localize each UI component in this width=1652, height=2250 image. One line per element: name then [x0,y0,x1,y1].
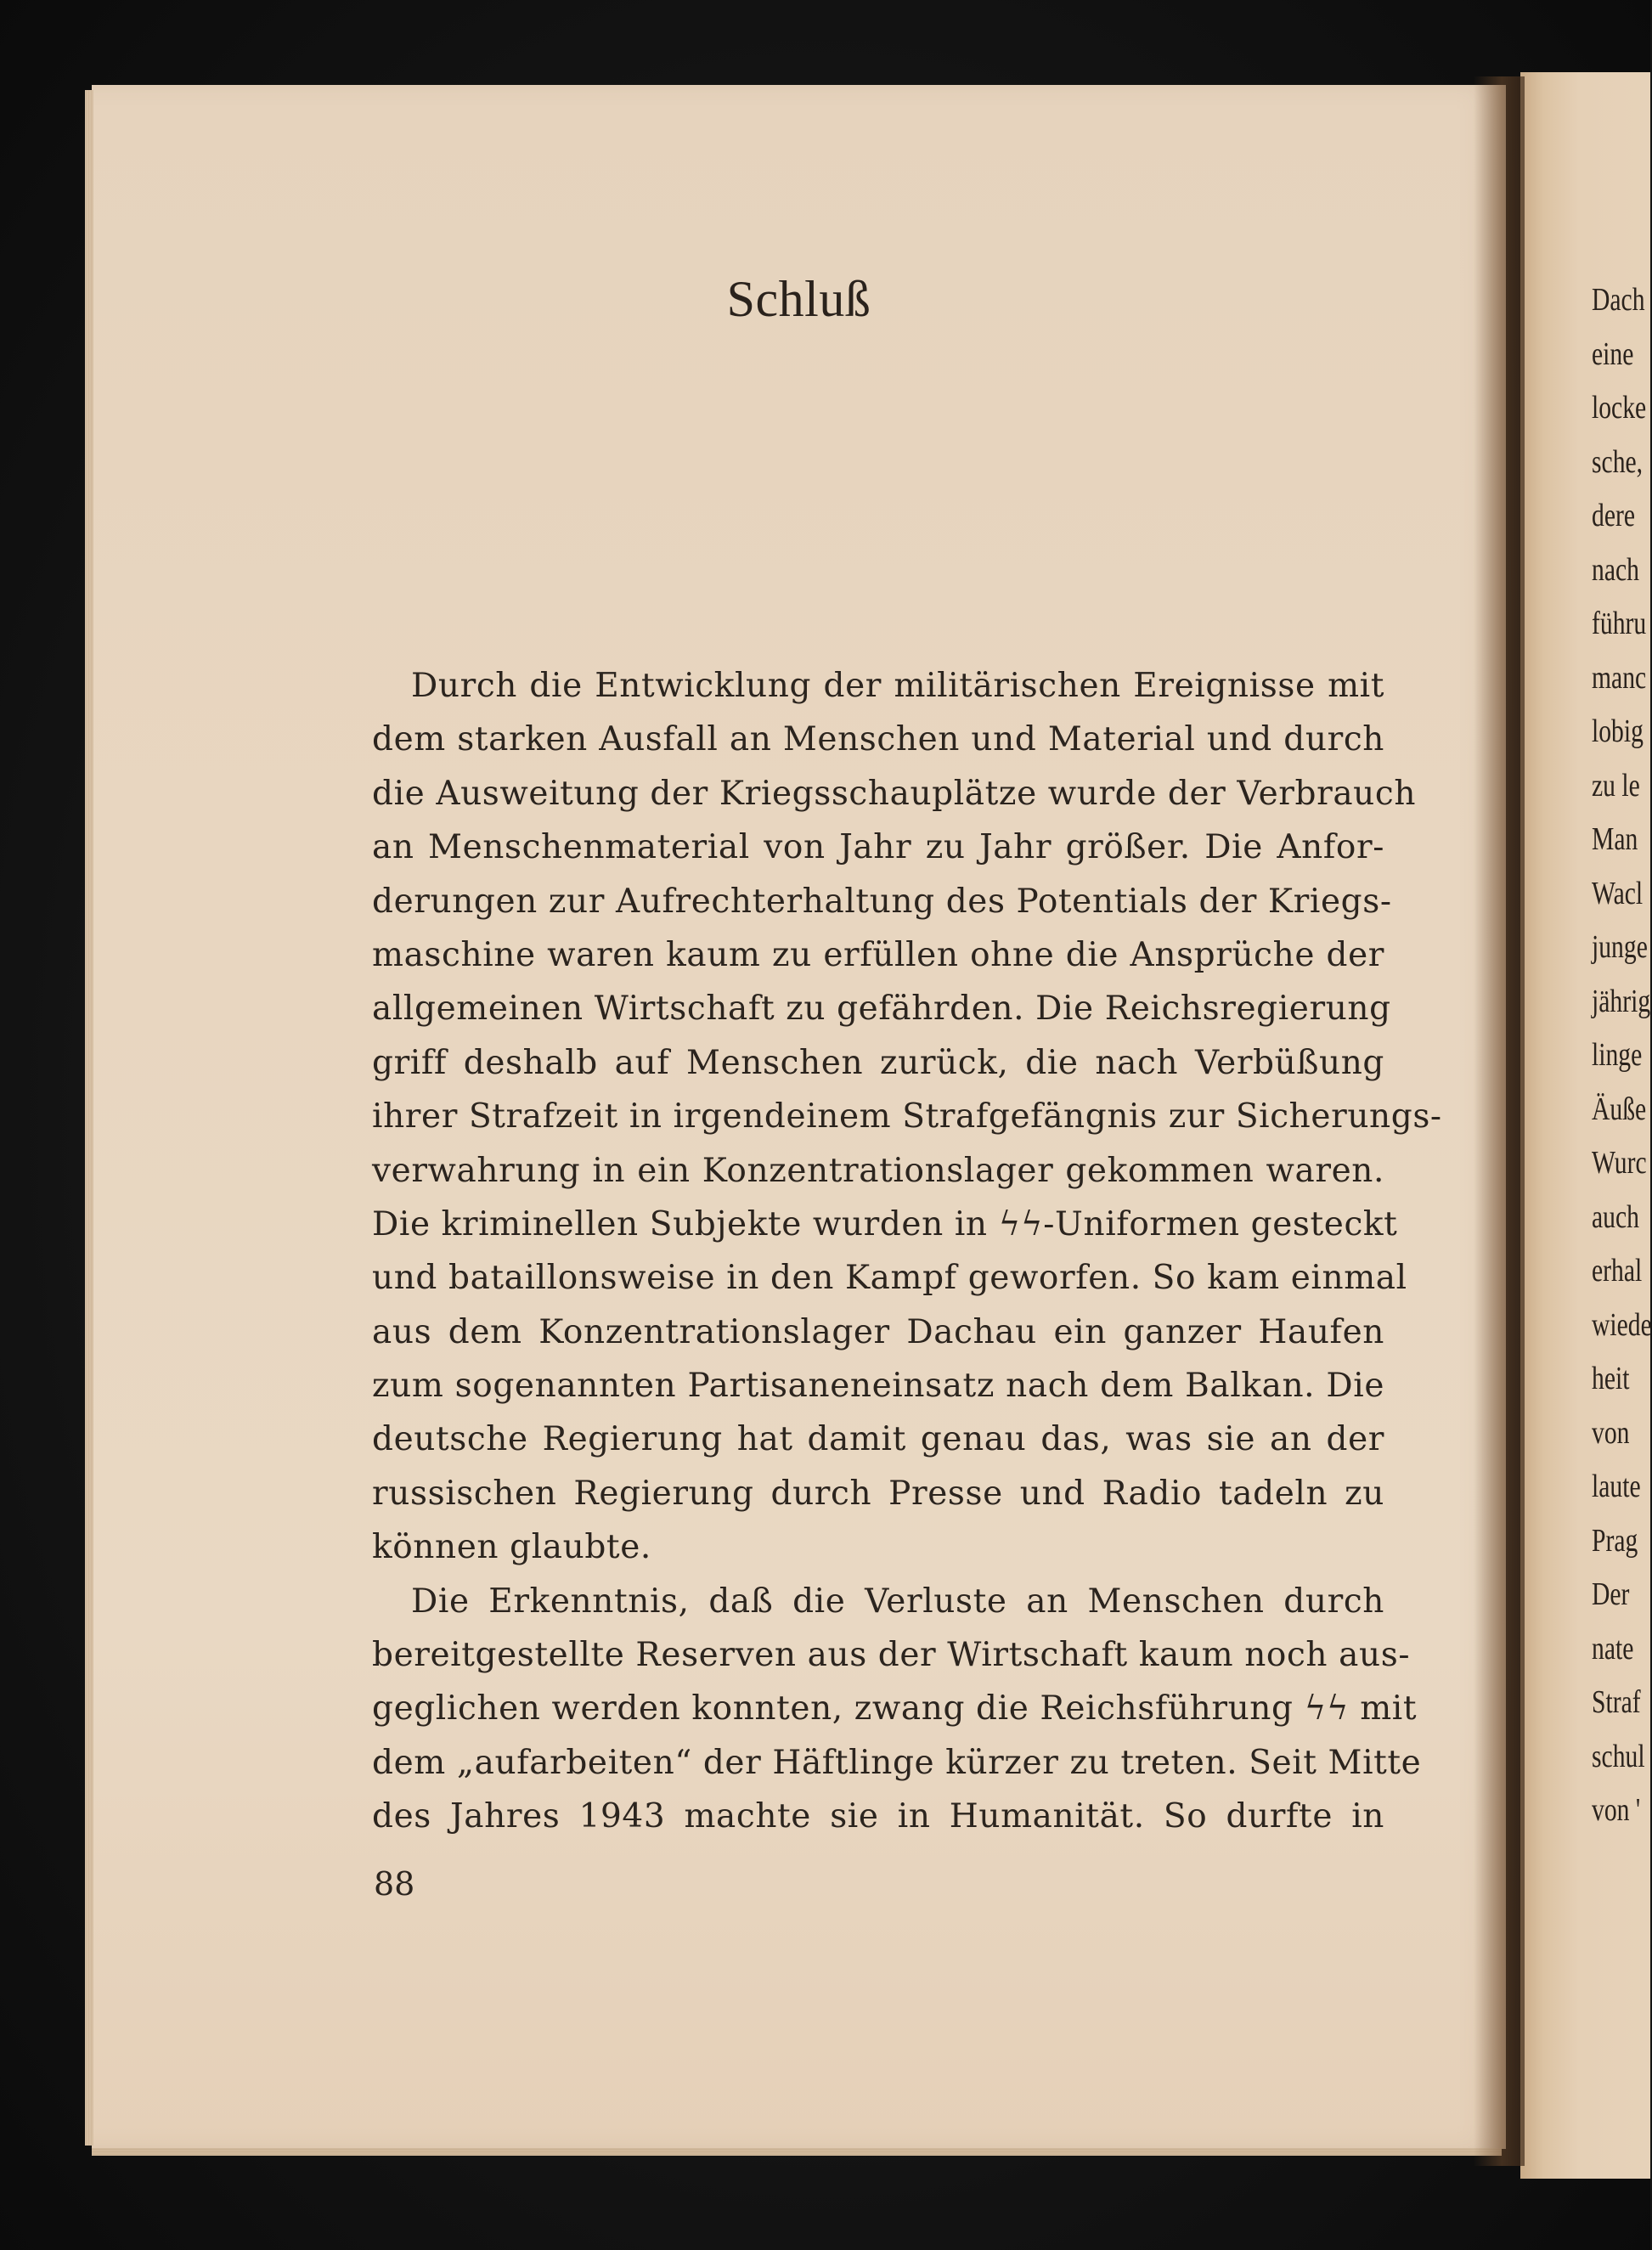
right-page-line-fragment: Straf [1592,1684,1641,1720]
right-page-line-fragment: Prag [1592,1522,1638,1559]
book-gutter [1474,76,1525,2166]
text-line: Die kriminellen Subjekte wurden in ϟϟ-Uniformen gesteckt [372,1204,1398,1243]
right-page-line-fragment: Dach [1592,282,1645,318]
right-page-line-fragment: Man [1592,821,1638,857]
text-line: zum sogenannten Partisaneneinsatz nach dem Balkan. Die [372,1367,1384,1406]
text-line: derungen zur Aufrechterhaltung des Potentials der Kriegs- [372,882,1392,921]
text-line: dem „aufarbeiten“ der Häftlinge kürzer zu treten. Seit Mitte [372,1743,1422,1782]
chapter-title: Schluß [726,271,871,327]
text-line: an Menschenmaterial von Jahr zu Jahr größer. Die Anfor- [372,828,1384,867]
text-line: die Ausweitung der Kriegsschauplätze wurde der Verbrauch [372,774,1417,813]
right-page-line-fragment: zu le [1592,767,1640,804]
right-page-line-fragment: erhal [1592,1253,1643,1289]
text-line: und bataillonsweise in den Kampf geworfen. So kam einmal [372,1259,1407,1298]
text-line: geglichen werden konnten, zwang die Reichsführung ϟϟ mit [372,1689,1418,1728]
text-line: verwahrung in ein Konzentrationslager gekommen waren. [372,1151,1384,1190]
right-page-line-fragment: manc [1592,659,1647,696]
text-line: russischen Regierung durch Presse und Radio tadeln zu [372,1474,1384,1513]
right-page-line-fragment: dere [1592,498,1636,533]
right-page-line-fragment: schul [1592,1738,1645,1774]
text-line: allgemeinen Wirtschaft zu gefährden. Die Reichsregierung [372,990,1391,1029]
text-line: maschine waren kaum zu erfüllen ohne die Ansprüche der [372,935,1384,974]
right-page-line-fragment: Der [1592,1576,1630,1612]
right-page-line-fragment: locke [1592,390,1647,426]
text-line: dem starken Ausfall an Menschen und Material und durch [372,720,1384,759]
text-line: griff deshalb auf Menschen zurück, die nach Verbüßung [372,1043,1384,1082]
right-page-line-fragment: junge [1592,929,1648,965]
right-page-line-fragment: auch [1592,1198,1639,1235]
right-page-line-fragment: Wurc [1592,1145,1647,1181]
right-page-line-fragment: nach [1592,551,1639,588]
right-page-text-fragments [1592,273,1652,1838]
right-page-line-fragment: laute [1592,1469,1641,1504]
right-page-lines [1592,273,1652,1838]
text-line: des Jahres 1943 machte sie in Humanität. So durfte in [372,1797,1384,1836]
paragraph-container [372,659,1442,1844]
text-line: können glaubte. [372,1528,651,1567]
text-line: deutsche Regierung hat damit genau das, was sie an der [372,1420,1384,1459]
right-page-line-fragment: linge [1592,1037,1643,1073]
right-page-line-fragment: Wacl [1592,875,1644,911]
right-page-line-fragment: eine [1592,336,1634,372]
right-page-line-fragment: Äuße [1592,1091,1647,1127]
text-line: Durch die Entwicklung der militärischen Ereignisse mit [411,667,1384,705]
right-page-line-fragment: lobig [1592,713,1644,749]
right-page-line-fragment: wiede [1592,1306,1652,1343]
page-number: 88 [374,1865,415,1903]
right-page-line-fragment: nate [1592,1630,1634,1666]
text-line: bereitgestellte Reserven aus der Wirtschaft kaum noch aus- [372,1636,1411,1675]
text-line: Die Erkenntnis, daß die Verluste an Menschen durch [411,1582,1384,1621]
right-page-line-fragment: heit [1592,1361,1630,1396]
body-text [372,659,1442,1844]
right-page-line-fragment: jährig [1592,983,1651,1019]
right-page-line-fragment: sche, [1592,443,1644,480]
right-page-line-fragment: führu [1592,606,1647,641]
right-page-line-fragment: von [1592,1414,1630,1451]
right-page-line-fragment: von ' [1592,1792,1641,1828]
text-line: aus dem Konzentrationslager Dachau ein ganzer Haufen [372,1312,1384,1351]
text-line: ihrer Strafzeit in irgendeinem Strafgefängnis zur Sicherungs- [372,1097,1442,1136]
